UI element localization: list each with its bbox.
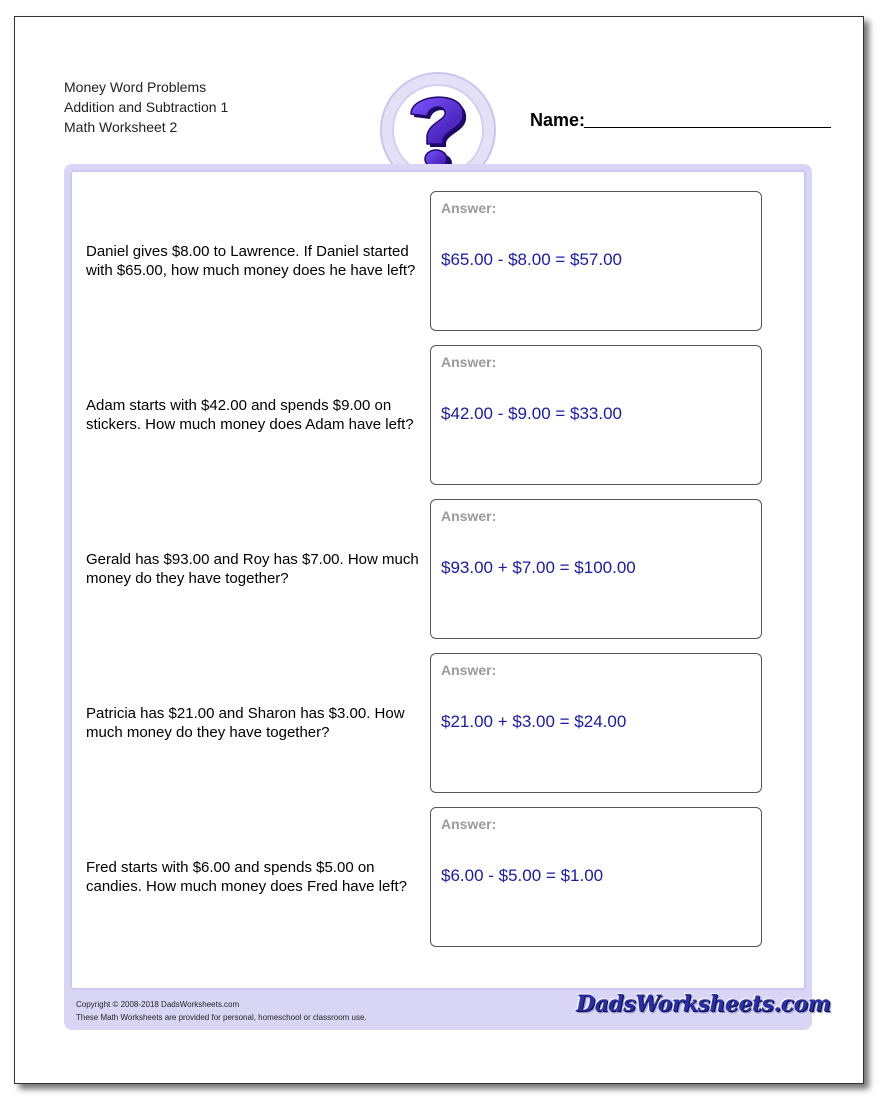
footer-copyright-block xyxy=(76,998,367,1024)
name-label: Name: xyxy=(530,110,586,130)
question-text: Gerald has $93.00 and Roy has $7.00. How much money do they have together? xyxy=(86,551,419,587)
answer-value: $65.00 - $8.00 = $57.00 xyxy=(441,250,623,269)
worksheet-number: Math Worksheet 2 xyxy=(64,119,178,135)
answer-box[interactable] xyxy=(430,191,762,331)
problems-panel xyxy=(70,170,806,990)
question-mark-icon xyxy=(403,88,473,172)
answer-value: $42.00 - $9.00 = $33.00 xyxy=(441,404,623,423)
name-field-line[interactable] xyxy=(584,127,831,128)
problem-2 xyxy=(72,345,804,485)
answer-value: $21.00 + $3.00 = $24.00 xyxy=(441,712,627,731)
copyright-text: Copyright © 2008-2018 DadsWorksheets.com xyxy=(76,1000,240,1009)
question-text: Patricia has $21.00 and Sharon has $3.00. How much money do they have together? xyxy=(86,705,405,741)
question-text: Fred starts with $6.00 and spends $5.00 on candies. How much money does Fred have left? xyxy=(86,859,407,895)
answer-label: Answer: xyxy=(441,662,497,678)
answer-value: $6.00 - $5.00 = $1.00 xyxy=(441,866,604,885)
answer-label: Answer: xyxy=(441,200,497,216)
dadsworksheets-logo: DadsWorksheets.com xyxy=(576,991,831,1017)
answer-box[interactable] xyxy=(430,345,762,485)
answer-box[interactable] xyxy=(430,807,762,947)
worksheet-title: Money Word Problems xyxy=(64,79,207,95)
answer-label: Answer: xyxy=(441,508,497,524)
worksheet-subtitle: Addition and Subtraction 1 xyxy=(64,99,229,115)
problems-frame xyxy=(64,164,831,1030)
problem-3 xyxy=(72,499,804,639)
worksheet-title-block xyxy=(64,77,228,137)
answer-label: Answer: xyxy=(441,816,497,832)
question-text: Adam starts with $42.00 and spends $9.00 on stickers. How much money does Adam have left? xyxy=(86,397,414,433)
problem-5 xyxy=(72,807,804,947)
answer-box[interactable] xyxy=(430,653,762,793)
usage-notice: These Math Worksheets are provided for personal, homeschool or classroom use. xyxy=(76,1013,367,1022)
problem-1 xyxy=(72,191,804,331)
question-text: Daniel gives $8.00 to Lawrence. If Daniel started with $65.00, how much money does he have left? xyxy=(86,243,416,279)
answer-box[interactable] xyxy=(430,499,762,639)
answer-value: $93.00 + $7.00 = $100.00 xyxy=(441,558,636,577)
problem-4 xyxy=(72,653,804,793)
answer-label: Answer: xyxy=(441,354,497,370)
